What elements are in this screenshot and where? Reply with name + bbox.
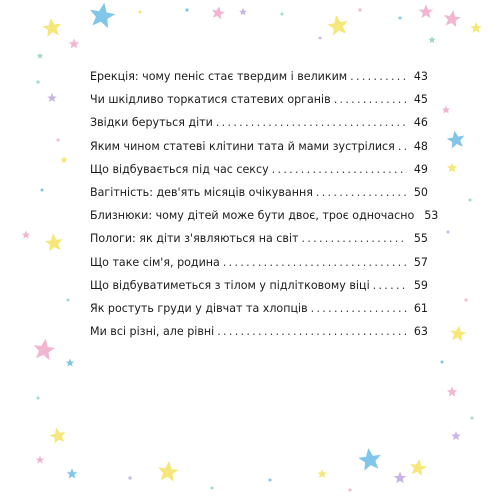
star-icon [442, 106, 451, 114]
star-icon [22, 231, 31, 239]
star-icon [60, 156, 68, 163]
toc-entry[interactable] [90, 93, 428, 116]
star-icon [44, 233, 64, 252]
star-icon [36, 456, 45, 464]
toc-entry-page-number: 57 [413, 255, 428, 269]
toc-dot-leader [316, 186, 407, 199]
toc-entry[interactable] [90, 279, 428, 302]
star-icon [47, 93, 57, 102]
star-icon [66, 359, 75, 367]
toc-entry-title: Звідки беруться діти [90, 116, 213, 130]
toc-entry[interactable] [90, 256, 428, 279]
star-icon [447, 387, 457, 397]
star-icon [443, 9, 462, 28]
toc-entry-title: Ерекція: чому пеніс стає твердим і великим [90, 70, 348, 83]
toc-dot-leader [350, 70, 407, 83]
toc-entry-page-number: 50 [413, 185, 428, 199]
star-icon [449, 324, 467, 341]
toc-dot-leader [398, 140, 407, 153]
toc-entry[interactable] [90, 140, 428, 163]
star-icon [87, 0, 117, 29]
toc-entry-page-number: 49 [413, 162, 428, 176]
star-icon [445, 129, 466, 149]
toc-entry-page-number: 59 [413, 278, 428, 292]
star-icon [447, 163, 457, 173]
star-icon [210, 5, 226, 20]
table-of-contents [90, 70, 439, 348]
toc-entry-title: Чи шкідливо торкатися статевих органів [90, 93, 331, 107]
toc-entry-title: Що відбувається під час сексу [90, 162, 269, 176]
star-icon [69, 39, 79, 49]
toc-entry-title: Що таке сім'я, родина [90, 255, 220, 269]
star-icon [41, 17, 62, 38]
star-icon [408, 458, 428, 477]
star-icon [67, 469, 77, 479]
toc-entry-page-number: 63 [413, 325, 428, 339]
toc-entry[interactable] [90, 209, 439, 232]
star-icon [32, 337, 57, 361]
toc-dot-leader [302, 232, 408, 245]
star-icon [451, 431, 461, 440]
toc-entry-title: Пологи: як діти з'являються на світ [90, 232, 299, 246]
star-icon [317, 469, 327, 478]
toc-entry-page-number: 45 [413, 93, 428, 107]
star-icon [157, 460, 180, 482]
toc-dot-leader [334, 93, 407, 106]
toc-entry-title: Що відбуватиметься з тілом у підлітковому віці [90, 278, 370, 292]
toc-entry-page-number: 55 [413, 232, 428, 246]
toc-entry[interactable] [90, 70, 428, 93]
star-icon [419, 5, 433, 19]
toc-entry-page-number: 48 [413, 139, 428, 153]
toc-entry-title: Як ростуть груди у дівчат та хлопців [90, 301, 308, 315]
toc-dot-leader [373, 279, 407, 292]
star-icon [326, 13, 350, 36]
toc-dot-leader [223, 256, 407, 269]
star-icon [48, 426, 67, 444]
toc-entry-page-number: 61 [413, 301, 428, 315]
toc-dot-leader [217, 325, 407, 338]
toc-dot-leader [311, 302, 407, 315]
toc-entry[interactable] [90, 186, 428, 209]
toc-dot-leader [272, 163, 407, 176]
star-icon [394, 472, 406, 484]
star-icon [239, 8, 247, 16]
star-icon [357, 447, 383, 472]
toc-entry-title: Яким чином статеві клітини тата й мами зустрілися [90, 139, 395, 153]
toc-entry-title: Близнюки: чому дітей може бути двоє, троє одночасно [90, 209, 415, 223]
toc-entry-title: Ми всі різні, але рівні [90, 325, 215, 339]
toc-entry-page-number: 46 [413, 116, 428, 130]
toc-entry[interactable] [90, 232, 428, 255]
toc-entry[interactable] [90, 116, 428, 139]
star-icon [37, 53, 44, 59]
toc-entry-title: Вагітність: дев'ять місяців очікування [90, 185, 313, 199]
toc-entry[interactable] [90, 163, 428, 186]
star-icon [428, 36, 436, 43]
toc-entry[interactable] [90, 325, 428, 348]
toc-entry-page-number: 53 [424, 209, 439, 223]
toc-entry[interactable] [90, 302, 428, 325]
toc-entry-page-number: 43 [413, 70, 428, 83]
star-icon [470, 22, 481, 33]
toc-dot-leader [216, 116, 407, 129]
